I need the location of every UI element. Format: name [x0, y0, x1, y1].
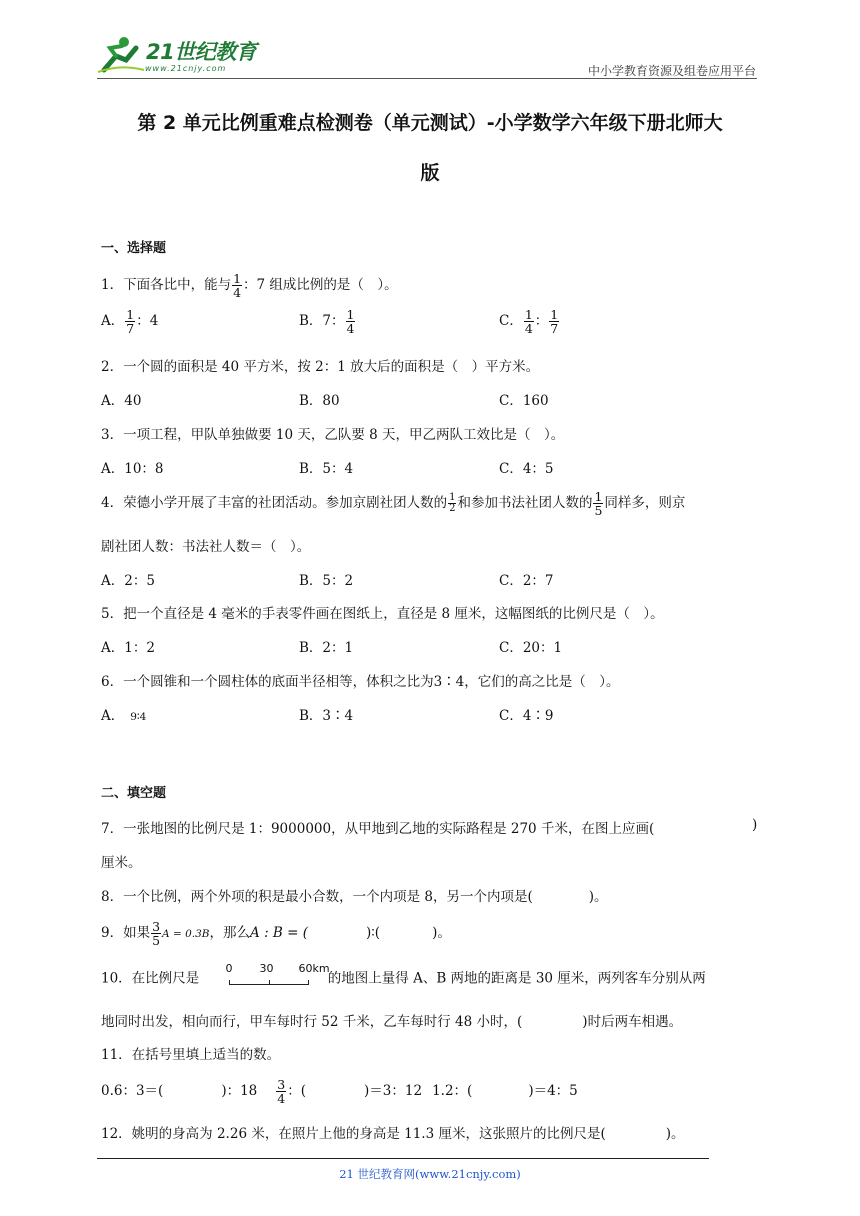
page-title — [60, 98, 800, 198]
question-3: 3．一项工程，甲队单独做要 10 天，乙队要 8 天，甲乙两队工效比是（ ）。 — [101, 427, 565, 443]
q3-option-b: B．5：4 — [299, 461, 354, 477]
question-2: 2．一个圆的面积是 40 平方米，按 2：1 放大后的面积是（ ）平方米。 — [101, 359, 540, 375]
section-heading-choice: 一、选择题 — [101, 241, 167, 256]
q6-option-b: B．3∶4 — [299, 708, 354, 724]
map-scale-bar: 0 30 60km — [203, 966, 323, 992]
question-9: 9．如果 $\frac{3}{5}$ A = 0.3B，那么A : B = ( )∶( )。 — [101, 919, 451, 948]
question-5: 5．把一个直径是 4 毫米的手表零件画在图纸上，直径是 8 厘米，这幅图纸的比例尺是（ ）。 — [101, 606, 664, 622]
q5-option-a: A．1：2 — [101, 640, 155, 656]
header-divider — [97, 78, 757, 79]
q3-option-a: A．10：8 — [101, 461, 164, 477]
header-platform-text: 中小学教育资源及组卷应用平台 — [587, 64, 756, 78]
q4-line-2: 剧社团人数：书法社人数＝（ ）。 — [101, 539, 311, 555]
question-10: 10．在比例尺是 0 30 60km 的地图上量得 A、B 两地的距离是 30 厘米，两列客车分别从两 — [101, 966, 706, 992]
q1-text: 1．下面各比中，能与 — [101, 277, 232, 293]
q1-option-a: A． $\frac{1}{7}$ ：4 — [101, 307, 159, 336]
question-6: 6．一个圆锥和一个圆柱体的底面半径相等，体积之比为3∶4，它们的高之比是（ ）。 — [101, 674, 620, 690]
q7-blank-end: ) — [752, 817, 758, 833]
q2-option-b: B．80 — [299, 393, 340, 409]
question-8: 8．一个比例，两个外项的积是最小合数，一个内项是 8，另一个内项是( )。 — [101, 889, 608, 905]
q5-option-c: C．20：1 — [499, 640, 563, 656]
question-12: 12．姚明的身高为 2.26 米，在照片上他的身高是 11.3 厘米，这张照片的比例尺是( )。 — [101, 1126, 685, 1142]
title-line-2: 版 — [420, 162, 440, 184]
q6-option-c: C．4∶9 — [499, 708, 554, 724]
q10-line-2: 地同时出发，相向而行，甲车每时行 52 千米，乙车每时行 48 小时，( )时后两车相遇。 — [101, 1014, 683, 1030]
q1-text-end: ：7 组成比例的是（ ）。 — [243, 277, 398, 293]
q3-option-c: C．4：5 — [499, 461, 554, 477]
logo-text: 21世纪教育 — [146, 40, 257, 64]
q1-option-b: B．7： $\frac{1}{4}$ — [299, 307, 355, 336]
q4-option-a: A．2：5 — [101, 573, 155, 589]
logo-url: www.21cnjy.com — [145, 64, 227, 73]
q7-line-2: 厘米。 — [101, 855, 142, 871]
section-heading-fill: 二、填空题 — [101, 786, 167, 801]
footer-link[interactable]: 21 世纪教育网(www.21cnjy.com) — [339, 1167, 521, 1181]
q1-option-c: C． $\frac{1}{4}$ ： $\frac{1}{7}$ — [499, 307, 559, 336]
question-1 — [101, 272, 398, 299]
question-4: 4．荣德小学开展了丰富的社团活动。参加京剧社团人数的 $\frac{1}{2}$ 和参加书法社团人数的 $\frac{1}{5}$ 同样多，则京 — [101, 489, 686, 518]
q4-option-b: B．5：2 — [299, 573, 354, 589]
footer-divider — [97, 1158, 709, 1159]
question-7: 7．一张地图的比例尺是 1：9000000，从甲地到乙地的实际路程是 270 千米，在图上应画( — [101, 821, 655, 837]
q4-option-c: C．2：7 — [499, 573, 554, 589]
q2-option-a: A．40 — [101, 393, 142, 409]
q2-option-c: C．160 — [499, 393, 549, 409]
q11-items: 0.6：3＝( )：18 $\frac{3}{4}$ ：( )＝3：12 1.2：( )＝4：5 — [101, 1077, 578, 1106]
q6-option-a: A． 9∶4 — [101, 708, 147, 724]
runner-logo-icon — [96, 34, 146, 74]
q5-option-b: B．2：1 — [299, 640, 354, 656]
question-11: 11．在括号里填上适当的数。 — [101, 1047, 281, 1063]
q1-fraction: $\frac{1}{4}$ — [233, 271, 242, 300]
title-line-1: 第 2 单元比例重难点检测卷（单元测试）-小学数学六年级下册北师大 — [137, 112, 723, 134]
